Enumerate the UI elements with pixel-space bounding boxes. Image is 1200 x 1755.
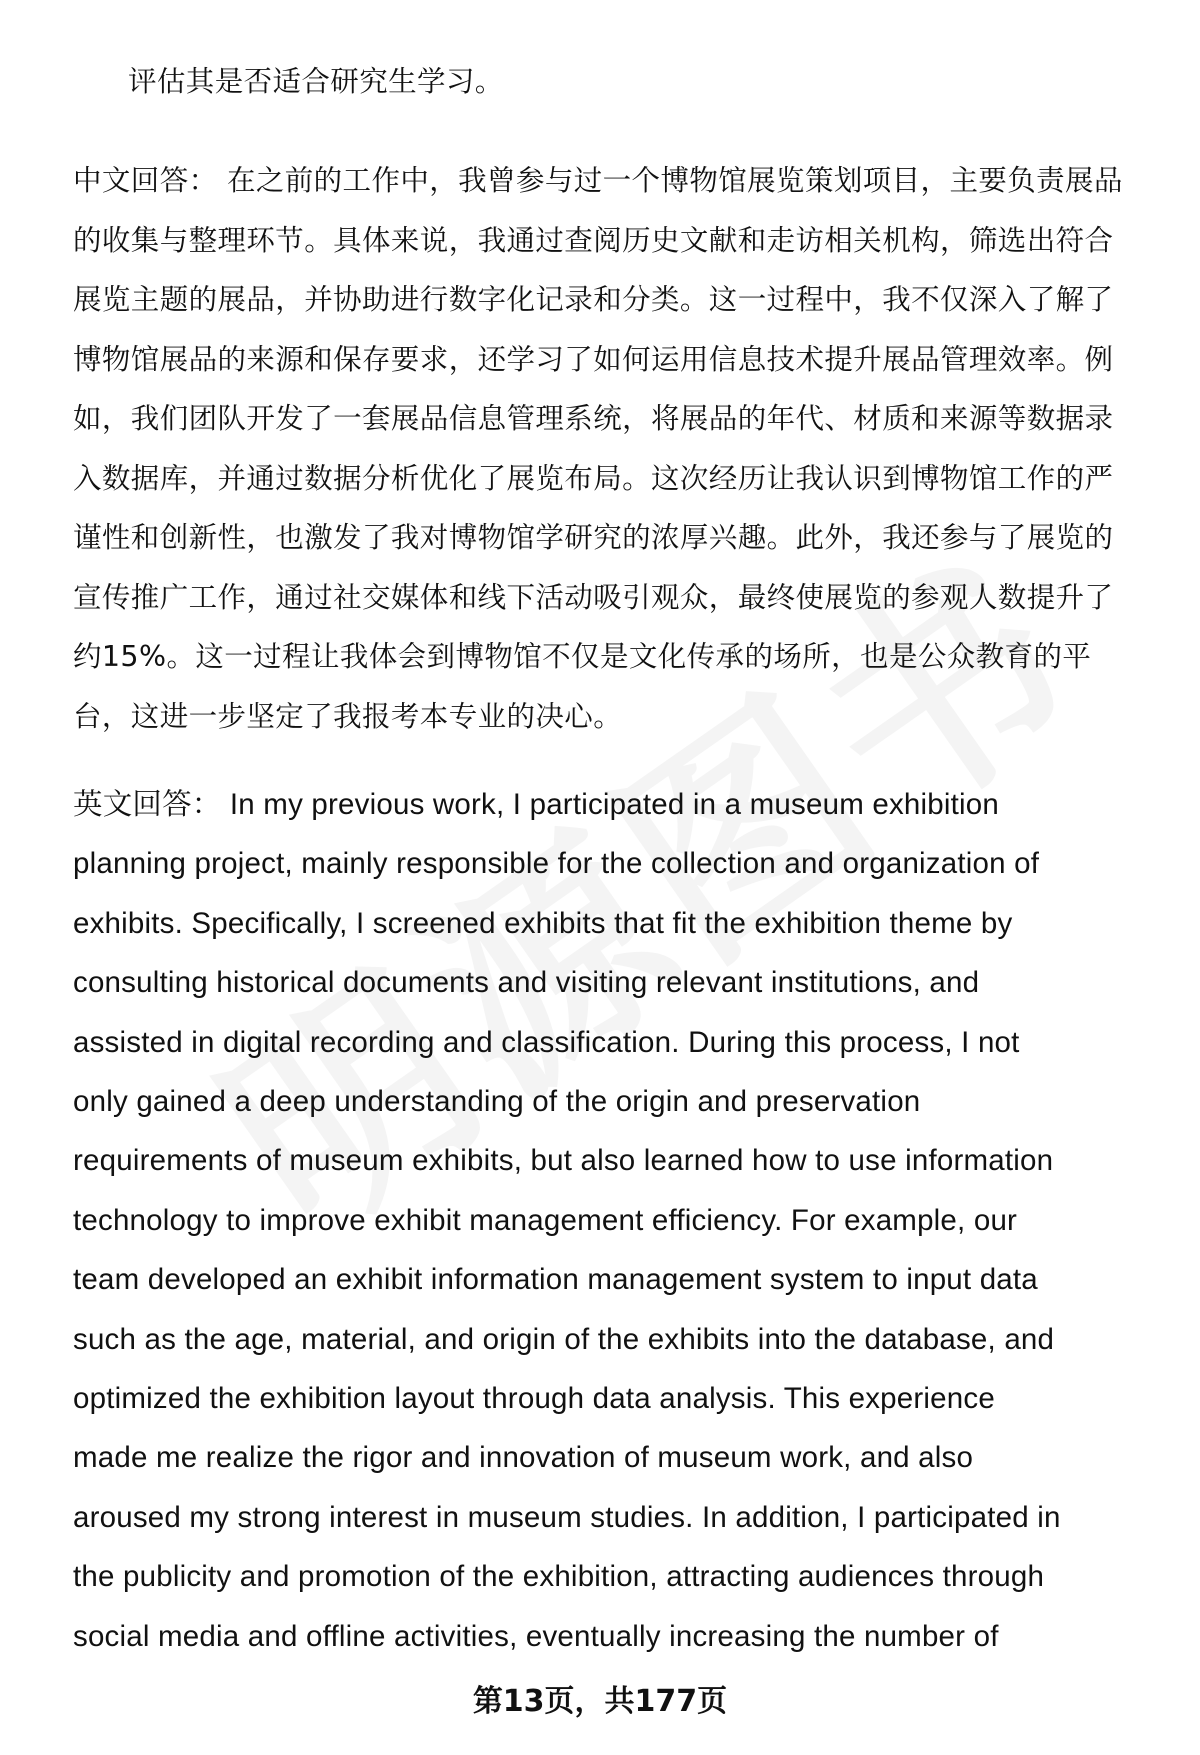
text-line: 评估其是否适合研究生学习。 xyxy=(128,65,504,98)
text-line: 中文回答： 在之前的工作中，我曾参与过一个博物馆展览策划项目，主要负责展品 xyxy=(73,164,1123,197)
text-line: planning project, mainly responsible for the collection and organization of xyxy=(73,847,1040,881)
text-line: 入数据库，并通过数据分析优化了展览布局。这次经历让我认识到博物馆工作的严 xyxy=(73,461,1114,495)
text-line: 台，这进一步坚定了我报考本专业的决心。 xyxy=(73,699,623,733)
text-line: 宣传推广工作，通过社交媒体和线下活动吸引观众，最终使展览的参观人数提升了 xyxy=(73,580,1114,614)
text-line: 约15%。这一过程让我体会到博物馆不仅是文化传承的场所，也是公众教育的平 xyxy=(73,640,1092,673)
text-line: 博物馆展品的来源和保存要求，还学习了如何运用信息技术提升展品管理效率。例 xyxy=(73,342,1114,376)
text-line: exhibits. Specifically, I screened exhibits that fit the exhibition theme by xyxy=(73,906,1013,940)
text-line: team developed an exhibit information management system to input data xyxy=(73,1263,1038,1297)
text-line: consulting historical documents and visiting relevant institutions, and xyxy=(73,966,980,1000)
text-line: assisted in digital recording and classification. During this process, I not xyxy=(73,1025,1020,1059)
intro-paragraph xyxy=(128,52,1200,112)
text-line: 如，我们团队开发了一套展品信息管理系统，将展品的年代、材质和来源等数据录 xyxy=(73,402,1114,435)
text-line: 展览主题的展品，并协助进行数字化记录和分类。这一过程中，我不仅深入了解了 xyxy=(73,283,1114,316)
text-line: 谨性和创新性，也激发了我对博物馆学研究的浓厚兴趣。此外，我还参与了展览的 xyxy=(73,521,1114,554)
text-line: optimized the exhibition layout through data analysis. This experience xyxy=(73,1382,995,1416)
text-line: 英文回答： In my previous work, I participated in a museum exhibition xyxy=(73,788,1000,821)
chinese-answer-paragraph xyxy=(73,151,1159,746)
text-line: technology to improve exhibit management efficiency. For example, our xyxy=(73,1203,1018,1237)
text-line: social media and offline activities, eventually increasing the number of xyxy=(73,1619,999,1653)
text-line: only gained a deep understanding of the origin and preservation xyxy=(73,1085,921,1119)
text-line: requirements of museum exhibits, but also learned how to use information xyxy=(73,1144,1054,1178)
page-number-footer: 第13页，共177页 xyxy=(472,1684,728,1719)
text-line: the publicity and promotion of the exhibition, attracting audiences through xyxy=(73,1560,1045,1594)
english-answer-paragraph xyxy=(73,775,1159,1666)
text-line: made me realize the rigor and innovation of museum work, and also xyxy=(73,1441,974,1475)
text-line: aroused my strong interest in museum studies. In addition, I participated in xyxy=(73,1500,1061,1534)
text-line: 的收集与整理环节。具体来说，我通过查阅历史文献和走访相关机构，筛选出符合 xyxy=(73,223,1114,257)
text-line: such as the age, material, and origin of the exhibits into the database, and xyxy=(73,1322,1055,1356)
